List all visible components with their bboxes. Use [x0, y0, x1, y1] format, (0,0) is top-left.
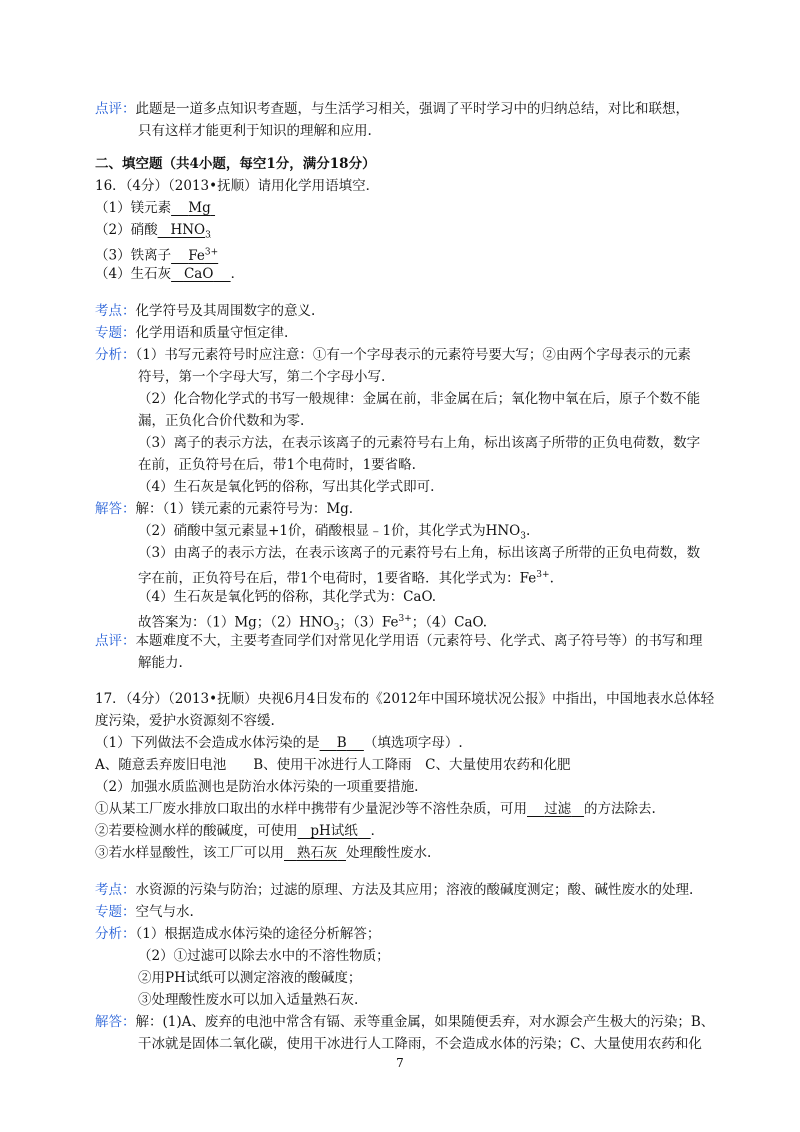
q16-zhuanti [95, 322, 710, 344]
review-text-1: 此题是一道多点知识考查题，与生活学习相关，强调了平时学习中的归纳总结，对比和联想， [135, 101, 689, 117]
q16-jieda-l6b: ；（3）Fe [339, 614, 399, 631]
q16-fenxi-line-5: （3）离子的表示方法，在表示该离子的元素符号右上角，标出该离子所带的正负电荷数，数字 [138, 435, 701, 451]
q16-fenxi-line-4: 漏，正负化合价代数和为零. [138, 413, 305, 429]
q17-options: A、随意丢弃废旧电池 B、使用干冰进行人工降雨 C、大量使用农药和化肥 [95, 757, 571, 773]
q16-item-3-sup: 3+ [204, 247, 219, 257]
q17-p2-1-answer [527, 801, 584, 817]
q16-jieda-text-1: 解：（1）镁元素的元素符号为：Mg. [135, 501, 354, 517]
q16-item-1-answer [171, 200, 215, 216]
q16-stem: 16．（4分）（2013•抚顺）请用化学用语填空． [95, 178, 380, 194]
q16-jieda-l6a: 故答案为：（1）Mg；（2）HNO [138, 614, 334, 631]
q17-fenxi-line-2: （2）①过滤可以除去水中的不溶性物质； [138, 948, 390, 964]
q16-jieda-line-5: （4）生石灰是氧化钙的俗称，其化学式为：CaO. [138, 589, 437, 605]
q16-jieda-line-3: （3）由离子的表示方法，在表示该离子的元素符号右上角，标出该离子所带的正负电荷数，数 [138, 545, 701, 561]
q17-p2-2-tail: ． [370, 823, 385, 839]
q16-dianping-tag: 点评： [95, 633, 136, 649]
q17-zhuanti [95, 901, 710, 923]
q17-p2-3-answer-text: 熟石灰 [296, 845, 338, 861]
q17-p1-answer-text: B [336, 735, 347, 751]
q16-kaodian [95, 300, 710, 322]
q16-jieda-l6sub: 3 [333, 623, 340, 634]
q16-item-1 [95, 197, 710, 219]
q16-jieda-l2sub: 3 [520, 531, 526, 542]
q16-item-4-answer-text: CaO [183, 266, 214, 282]
q16-kaodian-text: 化学符号及其周围数字的意义. [135, 303, 316, 319]
q17-part-2-2 [95, 820, 710, 842]
q17-zhuanti-tag: 专题： [95, 904, 136, 920]
q17-kaodian-tag: 考点： [95, 882, 136, 898]
q17-p1-tail: （填选项字母）. [363, 735, 463, 751]
q17-part-1 [95, 732, 710, 754]
q17-fenxi-tag: 分析： [95, 926, 136, 942]
q17-part-2: （2）加强水质监测也是防治水体污染的一项重要措施. [95, 779, 419, 795]
q17-part-2-1 [95, 798, 710, 820]
q17-stem-line-2: 度污染，爱护水资源刻不容缓. [95, 713, 275, 729]
q16-item-4 [95, 263, 710, 285]
q16-jieda-l6c: ；（4）CaO. [411, 614, 488, 631]
q17-fenxi-text-1: （1）根据造成水体污染的途径分析解答； [135, 926, 381, 942]
q16-jieda-tag: 解答： [95, 501, 136, 517]
q16-fenxi-tag: 分析： [95, 347, 136, 363]
q17-jieda-line-1 [95, 1011, 715, 1033]
q17-jieda-line-2: 干冰就是固体二氧化碳，使用干冰进行人工降雨，不会造成水体的污染；C、大量使用农药和化 [138, 1036, 702, 1052]
q17-stem-line-1: 17．（4分）（2013•抚顺）央视6月4日发布的《2012年中国环境状况公报》中指出，中国地表水总体轻 [95, 691, 715, 707]
q16-item-2-answer-text: HNO [170, 222, 206, 238]
page-number: 7 [396, 1056, 404, 1070]
q16-fenxi-line-1 [95, 344, 710, 366]
q16-dianping-line-1 [95, 630, 710, 652]
q16-jieda-line-1 [95, 498, 710, 520]
q16-fenxi-line-3: （2）化合物化学式的书写一般规律：金属在前，非金属在后；氧化物中氧在后，原子个数不能 [138, 391, 701, 407]
q16-item-4-label: （4）生石灰 [95, 266, 172, 282]
review-tag: 点评： [95, 101, 136, 117]
q16-item-1-answer-text: Mg [188, 200, 211, 216]
q17-fenxi-line-1 [95, 923, 710, 945]
q16-item-3-label: （3）铁离子 [95, 247, 172, 264]
q16-item-2-answer [158, 222, 211, 241]
q16-kaodian-tag: 考点： [95, 303, 136, 319]
q17-p2-1-answer-text: 过滤 [544, 801, 572, 817]
q16-zhuanti-text: 化学用语和质量守恒定律. [135, 325, 289, 341]
q16-item-3-answer [171, 248, 218, 264]
q17-kaodian [95, 879, 710, 901]
q16-fenxi-line-6: 在前，正负符号在后，带1个电荷时，1要省略. [138, 457, 416, 473]
q17-p2-3-text: ③若水样显酸性，该工厂可以用 [95, 845, 284, 861]
q17-p1-text: （1）下列做法不会造成水体污染的是 [95, 735, 320, 751]
q17-p2-2-answer-text: pH试纸 [310, 823, 358, 839]
q17-jieda-tag: 解答： [95, 1014, 136, 1030]
q17-p2-3-answer [284, 845, 346, 861]
q17-p2-2-answer [298, 823, 371, 839]
q17-zhuanti-text: 空气与水. [135, 904, 194, 920]
q16-jieda-l6sup: 3+ [398, 614, 412, 624]
section-title: 二、填空题（共4小题，每空1分，满分18分） [95, 156, 376, 172]
q17-jieda-text-1: 解：(1)A、废弃的电池中常含有镉、汞等重金属，如果随便丢弃，对水源会产生极大的污染；B、 [135, 1014, 715, 1030]
q16-jieda-l2a: （2）硝酸中氢元素显+1价，硝酸根显﹣1价，其化学式为HNO [138, 523, 521, 539]
q16-item-1-label: （1）镁元素 [95, 200, 172, 216]
q16-fenxi-text-1: （1）书写元素符号时应注意：①有一个字母表示的元素符号要大写；②由两个字母表示的元素 [135, 347, 691, 363]
q16-item-3-answer-text: Fe [188, 247, 205, 264]
q17-fenxi-line-3: ②用PH试纸可以测定溶液的酸碱度； [138, 970, 362, 986]
q16-jieda-l4a: 字在前，正负符号在后，带1个电荷时，1要省略．其化学式为：Fe [138, 570, 537, 587]
q16-zhuanti-tag: 专题： [95, 325, 136, 341]
q17-p2-1-tail: 的方法除去. [584, 801, 656, 817]
review-line-2: 只有这样才能更利于知识的理解和应用. [138, 123, 372, 139]
q16-item-4-answer [171, 266, 231, 282]
q16-fenxi-line-7: （4）生石灰是氧化钙的俗称，写出其化学式即可. [138, 479, 435, 495]
q17-part-2-3 [95, 842, 710, 864]
q16-fenxi-line-2: 符号，第一个字母大写，第二个字母小写. [138, 369, 386, 385]
q16-dianping-line-2: 解能力. [138, 655, 183, 671]
q16-jieda-l4sup: 3+ [536, 570, 550, 580]
q17-fenxi-line-4: ③处理酸性废水可以加入适量熟石灰. [138, 992, 359, 1008]
q16-item-2-sub: 3 [205, 230, 211, 241]
q16-dianping-text-1: 本题难度不大，主要考查同学们对常见化学用语（元素符号、化学式、离子符号等）的书写和理 [135, 633, 703, 649]
q17-p2-1-text: ①从某工厂废水排放口取出的水样中携带有少量泥沙等不溶性杂质，可用 [95, 801, 527, 817]
review-line-1 [95, 98, 710, 120]
q17-p2-2-text: ②若要检测水样的酸碱度，可使用 [95, 823, 298, 839]
q17-p1-answer [320, 735, 364, 751]
q16-item-2-label: （2）硝酸 [95, 222, 158, 238]
q16-jieda-l2b: . [525, 523, 531, 539]
q16-jieda-l4b: . [549, 570, 554, 587]
q16-item-4-suffix: ． [230, 266, 245, 282]
q17-kaodian-text: 水资源的污染与防治；过滤的原理、方法及其应用；溶液的酸碱度测定；酸、碱性废水的处理. [135, 882, 694, 898]
q17-p2-3-tail: 处理酸性废水. [345, 845, 432, 861]
